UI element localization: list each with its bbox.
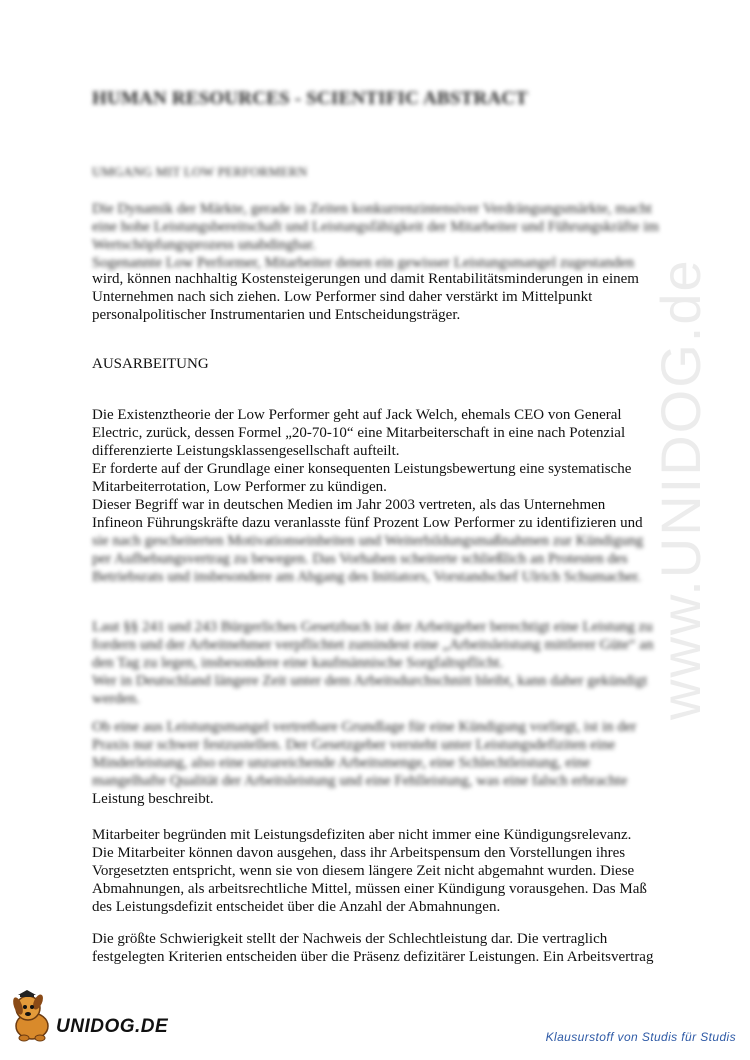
text-line: fordern und der Arbeitnehmer verpflichtet zumindest eine „Arbeitsleistung mittlerer Güte“ an [92, 637, 654, 653]
intro-visible-paragraph [92, 270, 660, 324]
text-line: mangelhafte Qualität der Arbeitsleistung und eine Fehlleistung, was eine falsch erbrachte [92, 773, 628, 789]
text-line: Betriebsrats und insbesondere am Abgang des Initiators, Vorstandschef Ulrich Schumacher. [92, 569, 641, 585]
footer-tagline: Klausurstoff von Studis für Studis [545, 1030, 736, 1044]
text-line: personalpolitischer Instrumentarien und Entscheidungsträger. [92, 307, 461, 323]
text-line: festgelegten Kriterien entscheiden über die Präsenz defizitärer Leistungen. Ein Arbeitsvertrag [92, 949, 654, 965]
body2-blurred-paragraph [92, 618, 660, 708]
text-line: Minderleistung, also eine unzureichende Arbeitsmenge, eine Schlechtleistung, eine [92, 755, 591, 771]
body1-blurred-paragraph [92, 532, 660, 586]
text-line: Dieser Begriff war in deutschen Medien im Jahr 2003 vertreten, als das Unternehmen [92, 497, 606, 513]
text-line: Er forderte auf der Grundlage einer konsequenten Leistungsbewertung eine systematische [92, 461, 632, 477]
text-line: wird, können nachhaltig Kostensteigerungen und damit Rentabilitätsminderungen in einem [92, 271, 639, 287]
body3-visible-paragraph [92, 790, 660, 808]
text-line: Abmahnungen, als arbeitsrechtliche Mittel, müssen einer Kündigung vorausgehen. Das Maß [92, 881, 647, 897]
text-line: den Tag zu legen, insbesondere eine kaufmännische Sorgfaltspflicht. [92, 655, 504, 671]
text-line: Electric, zurück, dessen Formel „20-70-10“ eine Mitarbeiterschaft in eine nach Potenzial [92, 425, 626, 441]
text-line: Mitarbeiter begründen mit Leistungsdefiziten aber nicht immer eine Kündigungsrelevanz. [92, 827, 632, 843]
dog-mascot-icon [6, 988, 58, 1044]
text-line: eine hohe Leistungsbereitschaft und Leistungsfähigkeit der Mitarbeiter und Führungskräfte im [92, 219, 659, 235]
section-heading: AUSARBEITUNG [92, 356, 209, 372]
text-line: Die Mitarbeiter können davon ausgehen, dass ihr Arbeitspensum den Vorstellungen ihres [92, 845, 626, 861]
logo-text: UNIDOG.DE [56, 1016, 169, 1037]
text-line: differenzierte Leistungsklassengesellschaft aufteilt. [92, 443, 400, 459]
body3-blurred-paragraph [92, 718, 660, 790]
body5-visible-paragraph [92, 930, 660, 966]
body4-visible-paragraph [92, 826, 660, 916]
text-line: Die Existenztheorie der Low Performer geht auf Jack Welch, ehemals CEO von General [92, 407, 622, 423]
body1-visible-paragraph [92, 406, 660, 532]
unidog-logo[interactable] [6, 988, 176, 1044]
watermark-text: www.UNIDOG.de [649, 258, 712, 720]
document-title: HUMAN RESOURCES - SCIENTIFIC ABSTRACT [92, 88, 529, 109]
text-line: Vorgesetzten entspricht, wenn sie von diesem längere Zeit nicht abgemahnt wurden. Diese [92, 863, 635, 879]
document-subheading: UMGANG MIT LOW PERFORMERN [92, 164, 308, 179]
text-line: werden. [92, 691, 140, 707]
text-line: Wer in Deutschland längere Zeit unter dem Arbeitsdurchschnitt bleibt, kann daher gekündigt [92, 673, 648, 689]
text-line: Mitarbeiterrotation, Low Performer zu kündigen. [92, 479, 387, 495]
text-line: des Leistungsdefizit entscheidet über die Anzahl der Abmahnungen. [92, 899, 501, 915]
text-line: Unternehmen nach sich ziehen. Low Performer sind daher verstärkt im Mittelpunkt [92, 289, 593, 305]
text-line: Laut §§ 241 und 243 Bürgerliches Gesetzbuch ist der Arbeitgeber berechtigt eine Leistung zu [92, 619, 653, 635]
text-line: Sogenannte Low Performer, Mitarbeiter denen ein gewisser Leistungsmangel zugestanden [92, 255, 635, 271]
text-line: Wertschöpfungsprozess unabdingbar. [92, 237, 316, 253]
text-line: Leistung beschreibt. [92, 791, 214, 807]
text-line: Praxis nur schwer festzustellen. Der Gesetzgeber versteht unter Leistungsdefiziten eine [92, 737, 616, 753]
text-line: Die Dynamik der Märkte, gerade in Zeiten konkurrenzintensiver Verdrängungsmärkte, macht [92, 201, 652, 217]
intro-blurred-paragraph [92, 200, 660, 272]
text-line: per Aufhebungsvertrag zu bewegen. Das Vorhaben scheiterte schließlich an Protesten des [92, 551, 628, 567]
text-line: sie nach gescheiterten Motivationseinheiten und Weiterbildungsmaßnahmen zur Kündigung [92, 533, 644, 549]
text-line: Infineon Führungskräfte dazu veranlasste fünf Prozent Low Performer zu identifizieren und [92, 515, 643, 531]
text-line: Die größte Schwierigkeit stellt der Nachweis der Schlechtleistung dar. Die vertraglich [92, 931, 608, 947]
text-line: Ob eine aus Leistungsmangel vertretbare Grundlage für eine Kündigung vorliegt, ist in der [92, 719, 637, 735]
